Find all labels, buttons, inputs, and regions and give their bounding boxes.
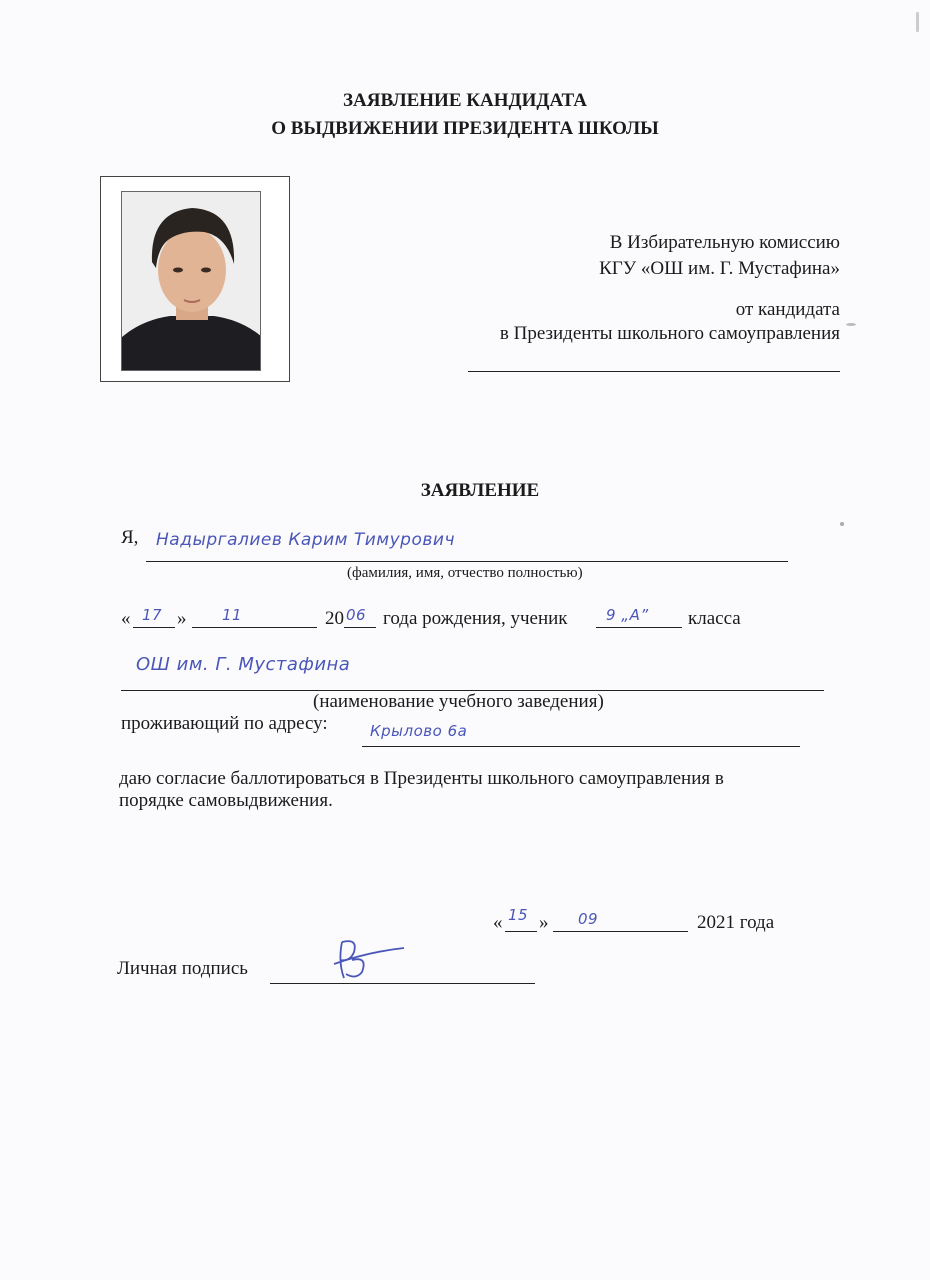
portrait-image bbox=[122, 192, 261, 371]
school-caption: (наименование учебного заведения) bbox=[313, 691, 604, 712]
applicant-prefix: Я, bbox=[121, 527, 139, 548]
birth-year-handwritten: 06 bbox=[346, 606, 367, 624]
addressee-line2: КГУ «ОШ им. Г. Мустафина» bbox=[599, 258, 840, 279]
address-label: проживающий по адресу: bbox=[121, 713, 328, 734]
birth-month-line bbox=[192, 627, 317, 628]
signature-label: Личная подпись bbox=[117, 958, 248, 979]
form-title-line1: ЗАЯВЛЕНИЕ КАНДИДАТА bbox=[343, 90, 587, 111]
school-name-handwritten: ОШ им. Г. Мустафина bbox=[136, 654, 351, 675]
birth-year-line bbox=[344, 627, 376, 628]
name-line bbox=[146, 561, 788, 562]
date-day-line bbox=[505, 931, 537, 932]
address-line bbox=[362, 746, 800, 747]
date-day-handwritten: 15 bbox=[508, 906, 529, 924]
address-handwritten: Крылово 6а bbox=[370, 722, 468, 740]
birth-after-grade: класса bbox=[688, 608, 741, 629]
candidate-photo bbox=[121, 191, 261, 371]
addressee-line1: В Избирательную комиссию bbox=[609, 232, 840, 253]
consent-line1: даю согласие баллотироваться в Президенты школьного самоуправления в bbox=[119, 768, 724, 789]
scan-artifact bbox=[916, 12, 919, 32]
date-year: 2021 года bbox=[697, 912, 775, 933]
form-title-line2: О ВЫДВИЖЕНИИ ПРЕЗИДЕНТА ШКОЛЫ bbox=[271, 118, 659, 139]
birth-day-handwritten: 17 bbox=[142, 606, 163, 624]
birth-open-quote: « bbox=[121, 608, 131, 629]
birth-day-line bbox=[133, 627, 175, 628]
addressee-line3: от кандидата bbox=[735, 299, 840, 320]
birth-month-handwritten: 11 bbox=[222, 606, 243, 624]
date-month-handwritten: 09 bbox=[578, 910, 599, 928]
statement-heading: ЗАЯВЛЕНИЕ bbox=[420, 480, 540, 501]
birth-year-prefix: 20 bbox=[325, 608, 344, 629]
grade-line bbox=[596, 627, 682, 628]
name-caption: (фамилия, имя, отчество полностью) bbox=[347, 565, 583, 581]
grade-handwritten: 9 „А” bbox=[606, 606, 649, 624]
date-open-quote: « bbox=[493, 912, 503, 933]
signature-mark bbox=[328, 934, 408, 987]
birth-close-quote: » bbox=[177, 608, 187, 629]
applicant-name-handwritten: Надыргалиев Карим Тимурович bbox=[156, 530, 455, 550]
date-month-line bbox=[553, 931, 688, 932]
date-close-quote: » bbox=[539, 912, 549, 933]
addressee-line4: в Президенты школьного самоуправления bbox=[499, 323, 840, 344]
scan-speck bbox=[840, 522, 844, 526]
candidate-name-blank-line bbox=[468, 371, 840, 372]
scan-speck bbox=[846, 323, 856, 326]
birth-after-year: года рождения, ученик bbox=[383, 608, 568, 629]
consent-line2: порядке самовыдвижения. bbox=[119, 790, 333, 811]
